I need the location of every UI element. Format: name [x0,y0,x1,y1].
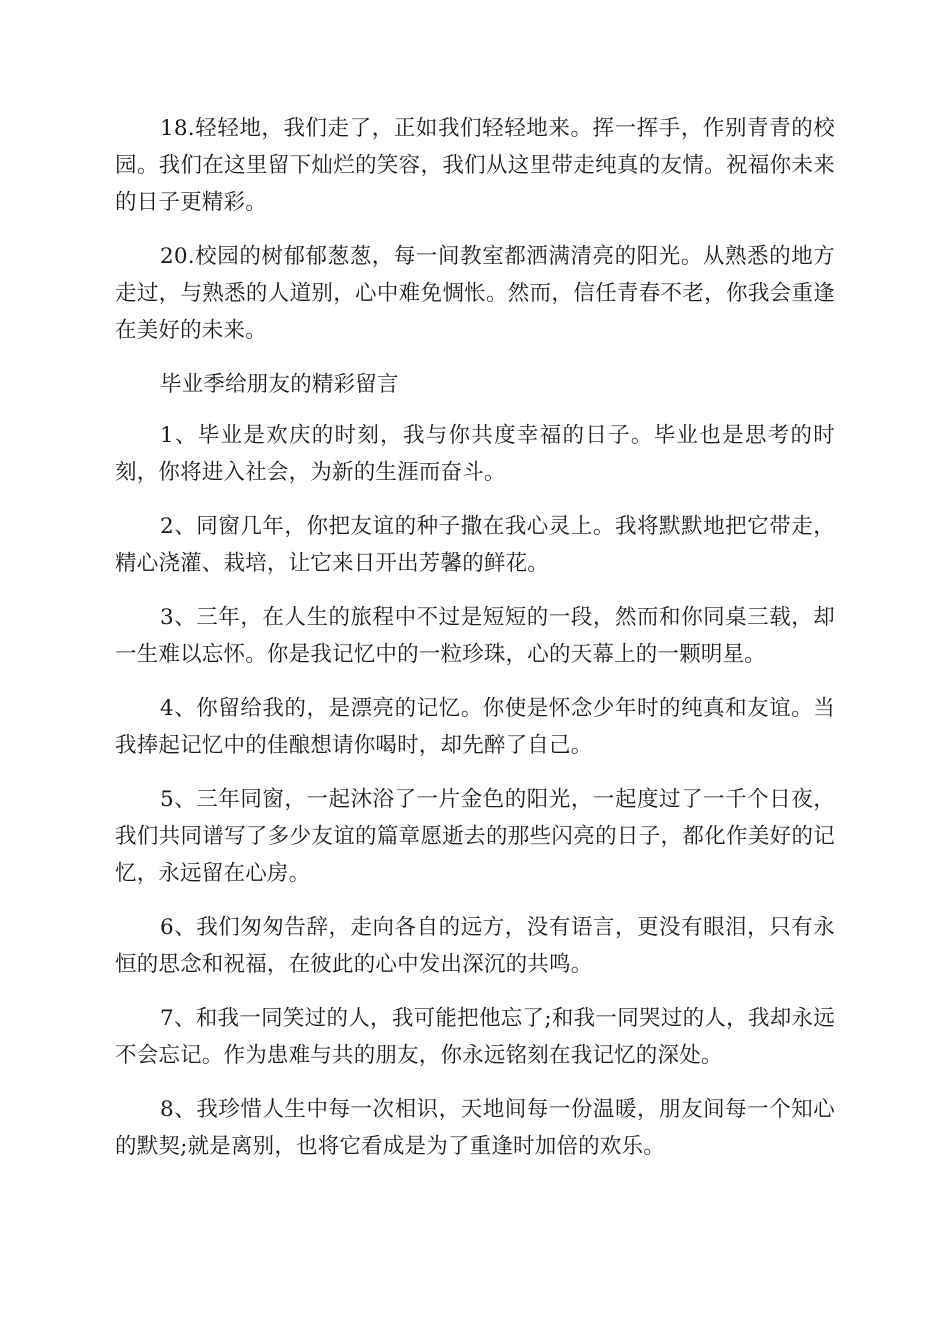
message-7: 7、和我一同笑过的人，我可能把他忘了;和我一同哭过的人，我却永远不会忘记。作为患难与共的朋友，你永远铭刻在我记忆的深处。 [115,1006,835,1068]
message-8: 8、我珍惜人生中每一次相识，天地间每一份温暖，朋友间每一个知心的默契;就是离别，也将它看成是为了重逢时加倍的欢乐。 [115,1097,835,1159]
message-1: 1、毕业是欢庆的时刻，我与你共度幸福的日子。毕业也是思考的时刻，你将进入社会，为新的生涯而奋斗。 [115,423,835,485]
message-3: 3、三年，在人生的旅程中不过是短短的一段，然而和你同桌三载，却一生难以忘怀。你是我记忆中的一粒珍珠，心的天幕上的一颗明星。 [115,605,835,667]
message-2: 2、同窗几年，你把友谊的种子撒在我心灵上。我将默默地把它带走，精心浇灌、栽培，让它来日开出芳馨的鲜花。 [115,514,835,576]
message-6: 6、我们匆匆告辞，走向各自的远方，没有语言，更没有眼泪，只有永恒的思念和祝福，在彼此的心中发出深沉的共鸣。 [115,915,835,977]
paragraph-18: 18.轻轻地，我们走了，正如我们轻轻地来。挥一挥手，作别青青的校园。我们在这里留下灿烂的笑容，我们从这里带走纯真的友情。祝福你未来的日子更精彩。 [115,116,835,215]
message-5: 5、三年同窗，一起沐浴了一片金色的阳光，一起度过了一千个日夜，我们共同谱写了多少友谊的篇章愿逝去的那些闪亮的日子，都化作美好的记忆，永远留在心房。 [115,787,835,886]
document-page [115,110,835,1182]
section-heading: 毕业季给朋友的精彩留言 [160,372,399,397]
paragraph-20: 20.校园的树郁郁葱葱，每一间教室都洒满清亮的阳光。从熟悉的地方走过，与熟悉的人道别，心中难免惆怅。然而，信任青春不老，你我会重逢在美好的未来。 [115,244,835,343]
message-4: 4、你留给我的，是漂亮的记忆。你使是怀念少年时的纯真和友谊。当我捧起记忆中的佳酿想请你喝时，却先醉了自己。 [115,696,835,758]
